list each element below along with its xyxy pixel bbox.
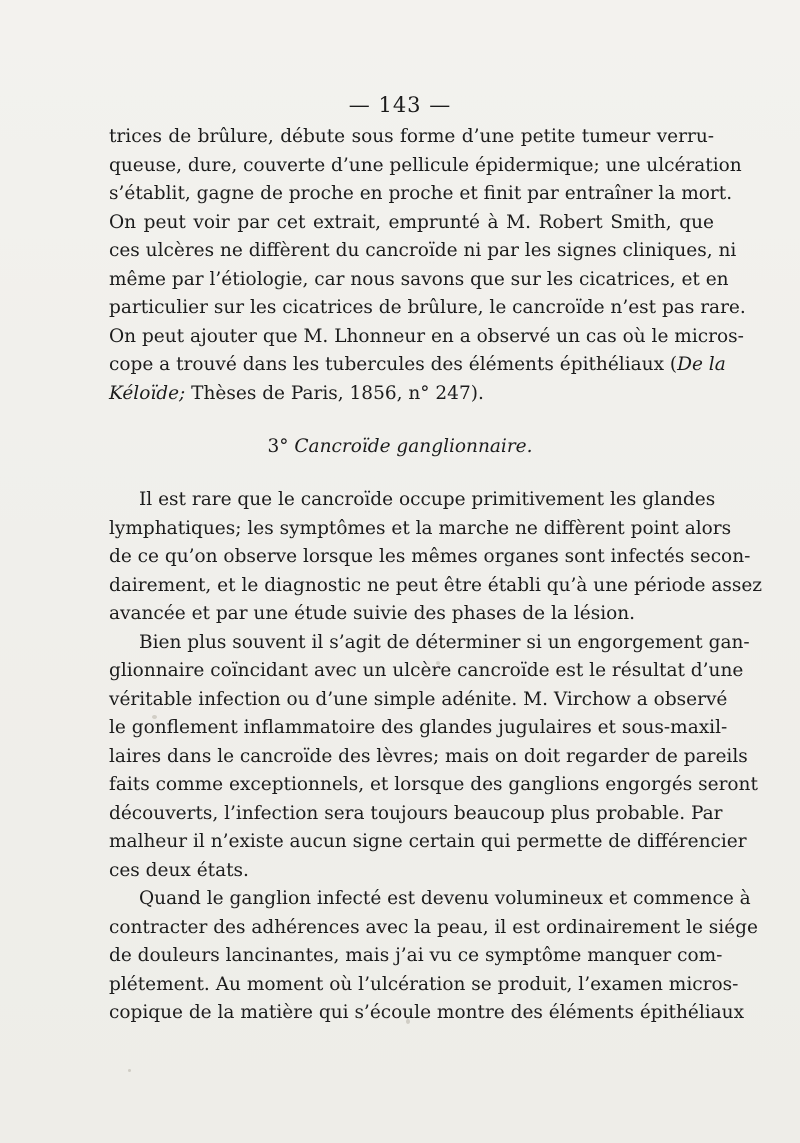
text-line: On peut ajouter que M. Lhonneur en a observé un cas où le micros-	[109, 325, 744, 347]
text-line: queuse, dure, couverte d’une pellicule épidermique; une ulcération	[109, 154, 742, 176]
text-line: s’établit, gagne de proche en proche et finit par entraîner la mort.	[109, 183, 733, 204]
text-line: trices de brûlure, débute sous forme d’une petite tumeur verru-	[109, 126, 714, 147]
text-line: même par l’étiologie, car nous savons que sur les cicatrices, et en	[109, 268, 729, 290]
text-segment: cope a trouvé dans les tubercules des éléments épithéliaux (	[109, 354, 678, 375]
citation-title-part-1: De la	[677, 354, 726, 375]
section-number: 3°	[267, 436, 289, 457]
text-line: découverts, l’infection sera toujours beaucoup plus probable. Par	[109, 802, 723, 824]
text-line: On peut voir par cet extrait, emprunté à M. Robert Smith, que	[109, 211, 714, 233]
text-line: ces ulcères ne diffèrent du cancroïde ni par les signes cliniques, ni	[109, 240, 737, 261]
text-line: le gonflement inflammatoire des glandes jugulaires et sous-maxil-	[109, 717, 728, 738]
text-line: faits comme exceptionnels, et lorsque des ganglions engorgés seront	[109, 774, 758, 795]
text-line: plétement. Au moment où l’ulcération se produit, l’examen micros-	[109, 973, 739, 995]
text-line: Il est rare que le cancroïde occupe primitivement les glandes	[139, 489, 716, 510]
text-line: particulier sur les cicatrices de brûlure, le cancroïde n’est pas rare.	[109, 297, 746, 318]
text-line: contracter des adhérences avec la peau, il est ordinairement le siége	[109, 916, 758, 938]
paper-speck	[436, 661, 440, 665]
paragraph-rare	[109, 486, 763, 629]
page-number: — 143 —	[348, 93, 452, 117]
text-line: véritable infection ou d’une simple adénite. M. Virchow a observé	[109, 688, 728, 710]
text-line: Quand le ganglion infecté est devenu volumineux et commence à	[139, 888, 751, 909]
paper-speck	[128, 1069, 131, 1072]
text-line: Bien plus souvent il s’agit de déterminer si un engorgement gan-	[139, 631, 750, 653]
text-line: ces deux états.	[109, 859, 249, 881]
text-block-bottom	[109, 486, 763, 1028]
paper-speck	[406, 1019, 410, 1024]
text-line: lymphatiques; les symptômes et la marche ne diffèrent point alors	[109, 517, 732, 539]
text-line: de douleurs lancinantes, mais j’ai vu ce symptôme manquer com-	[109, 945, 723, 966]
text-line: avancée et par une étude suivie des phases de la lésion.	[109, 603, 636, 624]
section-title: Cancroïde ganglionnaire.	[294, 436, 533, 457]
text-line: malheur il n’existe aucun signe certain qui permette de différencier	[109, 831, 747, 852]
text-line: laires dans le cancroïde des lèvres; mais on doit regarder de pareils	[109, 745, 748, 767]
text-block-top	[109, 123, 746, 408]
paragraph-cicatrices	[109, 123, 746, 408]
text-line-with-citation	[109, 351, 726, 380]
paper-speck	[152, 715, 157, 719]
text-line: copique de la matière qui s’écoule montre des éléments épithéliaux	[109, 1002, 745, 1023]
text-line: glionnaire coïncidant avec un ulcère cancroïde est le résultat d’une	[109, 660, 744, 681]
paragraph-engorgement	[109, 629, 758, 886]
paragraph-ganglion	[109, 885, 758, 1028]
citation-title-part-2: Kéloïde;	[109, 382, 186, 404]
section-heading	[0, 436, 800, 457]
text-line: de ce qu’on observe lorsque les mêmes organes sont infectés secon-	[109, 546, 751, 567]
text-line: dairement, et le diagnostic ne peut être établi qu’à une période assez	[109, 574, 763, 596]
text-segment: Thèses de Paris, 1856, n° 247).	[191, 382, 484, 404]
text-line-with-citation	[109, 380, 714, 409]
